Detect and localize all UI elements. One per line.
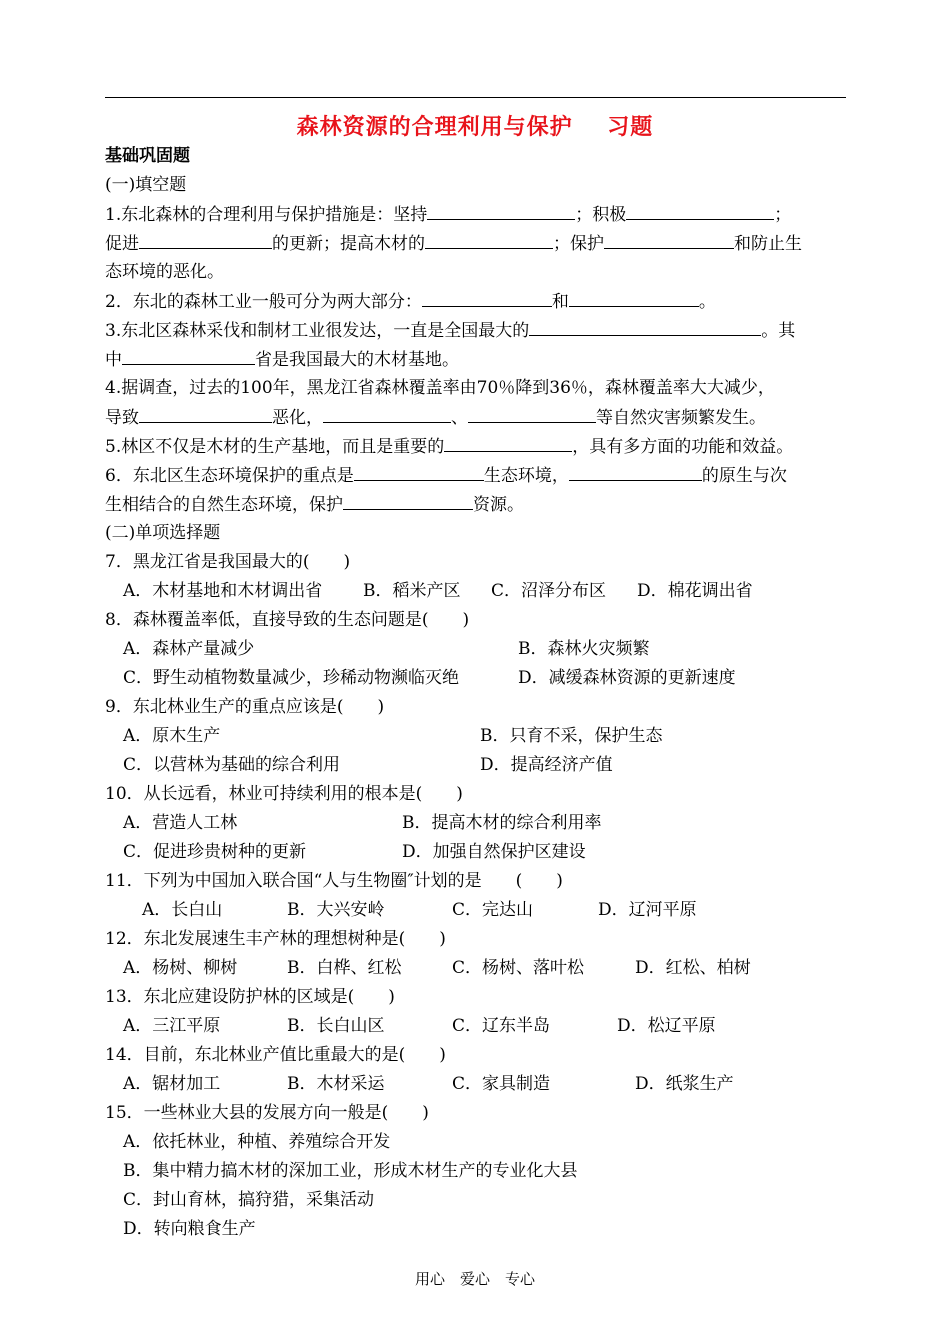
option-row (105, 577, 850, 606)
option-row (105, 1157, 850, 1186)
answer-blank[interactable] (468, 403, 596, 423)
option-row (105, 838, 850, 867)
option-d[interactable]: D．转向粮食生产 (123, 1219, 256, 1239)
option-row (105, 1070, 850, 1099)
option-d[interactable]: D．提高经济产值 (480, 755, 613, 775)
answer-blank[interactable] (139, 403, 272, 423)
option-d[interactable]: D．棉花调出省 (637, 581, 753, 601)
option-a[interactable]: A．原木生产 (123, 726, 221, 746)
question-stem: 12．东北发展速生丰产林的理想树种是( ) (105, 929, 446, 949)
option-row (105, 809, 850, 838)
choice-heading: (二)单项选择题 (105, 523, 221, 543)
option-row (105, 1215, 850, 1244)
q2-line: 2．东北的森林工业一般可分为两大部分： 和 。 (105, 287, 850, 316)
option-c[interactable]: C．辽东半岛 (452, 1016, 551, 1036)
question-stem: 15．一些林业大县的发展方向一般是( ) (105, 1103, 429, 1123)
option-c[interactable]: C．完达山 (452, 900, 534, 920)
page-footer: 用心 爱心 专心 (414, 1270, 535, 1288)
option-d[interactable]: D．纸浆生产 (635, 1074, 734, 1094)
answer-blank[interactable] (343, 490, 473, 510)
option-c[interactable]: C．杨树、落叶松 (452, 958, 585, 978)
option-d[interactable]: D．加强自然保护区建设 (402, 842, 586, 862)
option-a[interactable]: A．锯材加工 (123, 1074, 221, 1094)
option-row (105, 896, 850, 925)
option-d[interactable]: D．松辽平原 (617, 1016, 716, 1036)
answer-blank[interactable] (139, 229, 272, 249)
q3-line-1: 3.东北区森林采伐和制材工业很发达，一直是全国最大的 。其 (105, 316, 850, 345)
option-row (105, 1128, 850, 1157)
page-title: 森林资源的合理利用与保护 习题 (296, 115, 654, 140)
answer-blank[interactable] (425, 229, 553, 249)
option-row (105, 751, 850, 780)
option-b[interactable]: B．白桦、红松 (287, 958, 402, 978)
fill-heading: (一)填空题 (105, 175, 187, 195)
option-a[interactable]: A．长白山 (142, 900, 223, 920)
option-c[interactable]: C．家具制造 (452, 1074, 551, 1094)
option-d[interactable]: D．减缓森林资源的更新速度 (518, 668, 736, 688)
question-stem: 10．从长远看，林业可持续利用的根本是( ) (105, 784, 463, 804)
option-a[interactable]: A．森林产量减少 (123, 639, 255, 659)
header-rule (105, 97, 846, 98)
option-row (105, 1186, 850, 1215)
option-a[interactable]: A．杨树、柳树 (123, 958, 238, 978)
option-row (105, 722, 850, 751)
answer-blank[interactable] (122, 345, 255, 365)
option-a[interactable]: A．依托林业，种植、养殖综合开发 (123, 1132, 391, 1152)
option-row (105, 664, 850, 693)
option-row (105, 635, 850, 664)
option-a[interactable]: A．三江平原 (123, 1016, 221, 1036)
option-b[interactable]: B．稻米产区 (363, 581, 461, 601)
answer-blank[interactable] (529, 316, 761, 336)
q4-line-1: 4.据调查，过去的100年，黑龙江省森林覆盖率由70％降到36％，森林覆盖率大大减少， (105, 378, 775, 398)
option-b[interactable]: B．只育不采，保护生态 (480, 726, 663, 746)
option-b[interactable]: B．集中精力搞木材的深加工业，形成木材生产的专业化大县 (123, 1161, 578, 1181)
q1-line-2: 促进 的更新；提高木材的 ；保护 和防止生 (105, 229, 850, 258)
question-stem: 11．下列为中国加入联合国“人与生物圈″计划的是 ( ) (105, 871, 563, 891)
option-b[interactable]: B．大兴安岭 (287, 900, 385, 920)
worksheet-content (105, 142, 850, 1244)
answer-blank[interactable] (626, 200, 774, 220)
option-d[interactable]: D．红松、柏树 (635, 958, 751, 978)
option-b[interactable]: B．长白山区 (287, 1016, 385, 1036)
option-row (105, 954, 850, 983)
answer-blank[interactable] (569, 461, 702, 481)
q6-line-1: 6．东北区生态环境保护的重点是 生态环境， 的原生与次 (105, 461, 850, 490)
answer-blank[interactable] (354, 461, 484, 481)
answer-blank[interactable] (427, 200, 575, 220)
option-b[interactable]: B．木材采运 (287, 1074, 385, 1094)
q4-line-2: 导致 恶化， 、 等自然灾害频繁发生。 (105, 403, 850, 432)
answer-blank[interactable] (569, 287, 699, 307)
option-b[interactable]: B．森林火灾频繁 (518, 639, 650, 659)
question-stem: 7．黑龙江省是我国最大的( ) (105, 552, 351, 572)
section-heading: 基础巩固题 (105, 146, 190, 166)
option-c[interactable]: C．封山育林，搞狩猎，采集活动 (123, 1190, 375, 1210)
q6-line-2: 生相结合的自然生态环境，保护 资源。 (105, 490, 850, 519)
option-c[interactable]: C．野生动植物数量减少，珍稀动物濒临灭绝 (123, 668, 460, 688)
answer-blank[interactable] (444, 432, 572, 452)
q3-line-2: 中 省是我国最大的木材基地。 (105, 345, 850, 374)
option-a[interactable]: A．木材基地和木材调出省 (123, 581, 323, 601)
option-d[interactable]: D．辽河平原 (598, 900, 697, 920)
option-b[interactable]: B．提高木材的综合利用率 (402, 813, 602, 833)
answer-blank[interactable] (604, 229, 734, 249)
q5-line: 5.林区不仅是木材的生产基地，而且是重要的 ，具有多方面的功能和效益。 (105, 432, 850, 461)
answer-blank[interactable] (422, 287, 552, 307)
question-stem: 14．目前，东北林业产值比重最大的是( ) (105, 1045, 446, 1065)
option-c[interactable]: C．以营林为基础的综合利用 (123, 755, 341, 775)
q1-line-3: 态环境的恶化。 (105, 262, 224, 282)
option-c[interactable]: C．促进珍贵树种的更新 (123, 842, 307, 862)
option-row (105, 1012, 850, 1041)
answer-blank[interactable] (323, 403, 451, 423)
question-stem: 9．东北林业生产的重点应该是( ) (105, 697, 385, 717)
question-stem: 8．森林覆盖率低，直接导致的生态问题是( ) (105, 610, 470, 630)
option-a[interactable]: A．营造人工林 (123, 813, 238, 833)
q1-line-1: 1.东北森林的合理利用与保护措施是：坚持 ；积极 ； (105, 200, 850, 229)
question-stem: 13．东北应建设防护林的区域是( ) (105, 987, 395, 1007)
option-c[interactable]: C．沼泽分布区 (491, 581, 607, 601)
